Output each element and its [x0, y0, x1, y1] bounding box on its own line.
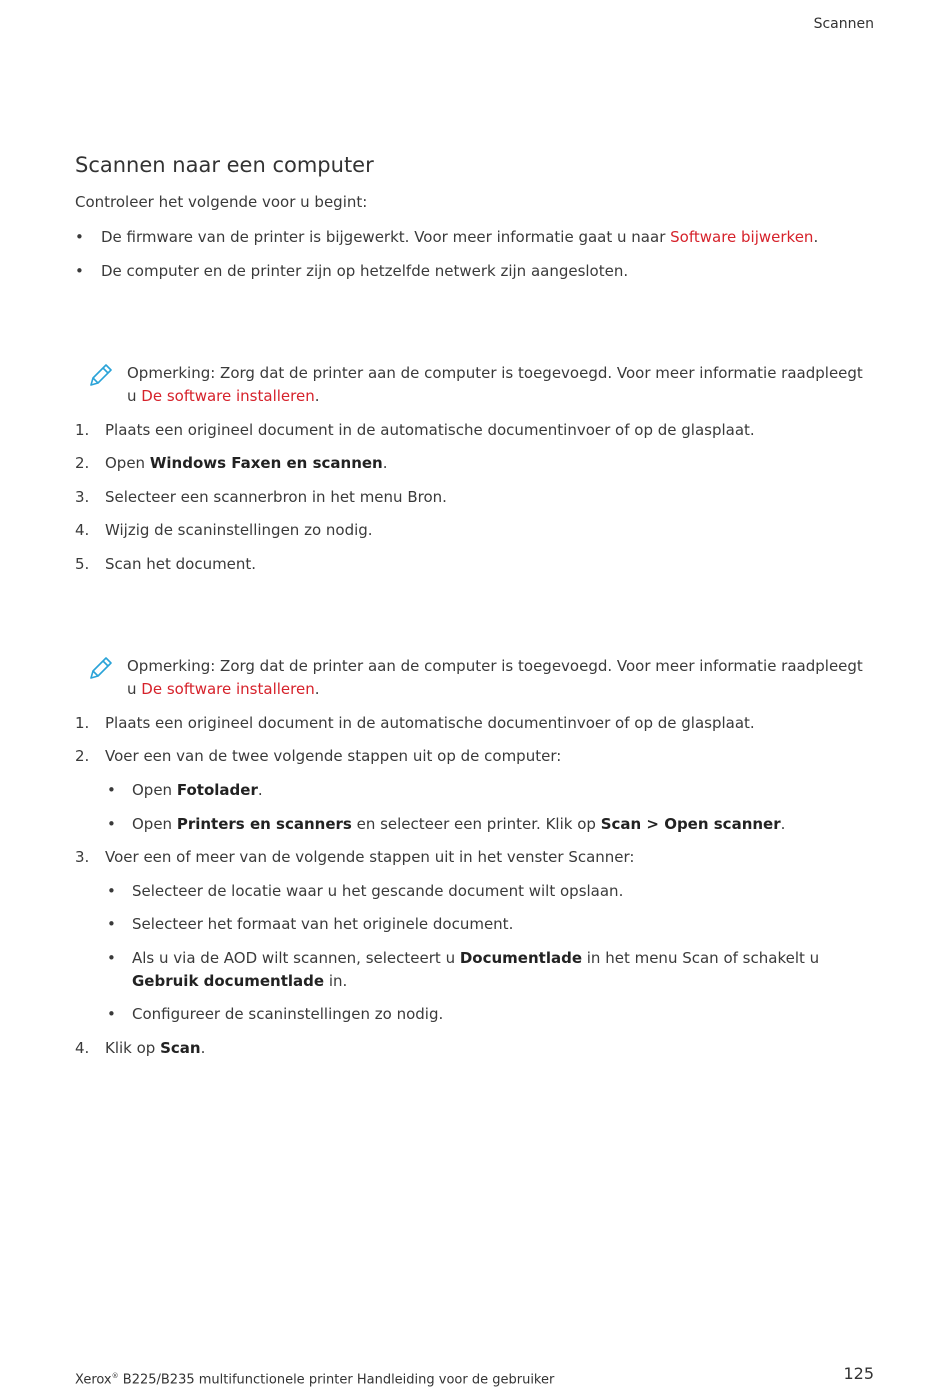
running-header: Scannen — [813, 16, 874, 32]
bullet-dot: • — [107, 949, 116, 967]
link-software-installeren[interactable]: De software installeren — [141, 387, 315, 405]
link-software-bijwerken[interactable]: Software bijwerken — [670, 228, 814, 246]
note: Opmerking: Zorg dat de printer aan de computer is toegevoegd. Voor meer informatie raadpleegt u De software installeren. — [88, 362, 867, 408]
sub-list-item: • Selecteer de locatie waar u het gescande document wilt opslaan. — [107, 880, 623, 903]
step-item: 2. Voer een van de twee volgende stappen uit op de computer: — [75, 747, 562, 765]
step-item: 3. Selecteer een scannerbron in het menu Bron. — [75, 488, 447, 506]
pencil-icon — [88, 362, 127, 408]
note: Opmerking: Zorg dat de printer aan de computer is toegevoegd. Voor meer informatie raadpleegt u De software installeren. — [88, 655, 867, 701]
sub-list-item: • Selecteer het formaat van het originele document. — [107, 913, 513, 936]
footer-text: Xerox® B225/B235 multifunctionele printer Handleiding voor de gebruiker — [75, 1372, 555, 1388]
step-item: 4. Wijzig de scaninstellingen zo nodig. — [75, 521, 373, 539]
step-item: 5. Scan het document. — [75, 555, 257, 573]
bullet-dot: • — [107, 915, 116, 933]
section-title: Scannen naar een computer — [75, 153, 374, 177]
sub-list-item: • Als u via de AOD wilt scannen, selecteert u Documentlade in het menu Scan of schakelt u Gebruik documentlade in. — [107, 947, 847, 993]
step-item: 1. Plaats een origineel document in de automatische documentinvoer of op de glasplaat. — [75, 421, 755, 439]
step-item: 4. Klik op Scan. — [75, 1039, 206, 1057]
sub-list-item: • Open Fotolader. — [107, 779, 263, 802]
bullet-dot: • — [75, 262, 84, 280]
sub-list-item: • Open Printers en scanners en selecteer een printer. Klik op Scan > Open scanner. — [107, 813, 785, 836]
list-item: • De computer en de printer zijn op hetzelfde netwerk zijn aangesloten. — [75, 260, 628, 283]
bullet-dot: • — [75, 228, 84, 246]
bullet-dot: • — [107, 781, 116, 799]
bullet-dot: • — [107, 1005, 116, 1023]
intro-text: Controleer het volgende voor u begint: — [75, 193, 368, 211]
step-item: 1. Plaats een origineel document in de automatische documentinvoer of op de glasplaat. — [75, 714, 755, 732]
bullet-dot: • — [107, 882, 116, 900]
pencil-icon — [88, 655, 127, 701]
step-item: 2. Open Windows Faxen en scannen. — [75, 454, 388, 472]
list-item: • De firmware van de printer is bijgewerkt. Voor meer informatie gaat u naar Software bijwerken. — [75, 226, 818, 249]
step-item: 3. Voer een of meer van de volgende stappen uit in het venster Scanner: — [75, 848, 635, 866]
sub-list-item: • Configureer de scaninstellingen zo nodig. — [107, 1003, 443, 1026]
page-number: 125 — [843, 1364, 874, 1383]
link-software-installeren[interactable]: De software installeren — [141, 680, 315, 698]
bullet-dot: • — [107, 815, 116, 833]
